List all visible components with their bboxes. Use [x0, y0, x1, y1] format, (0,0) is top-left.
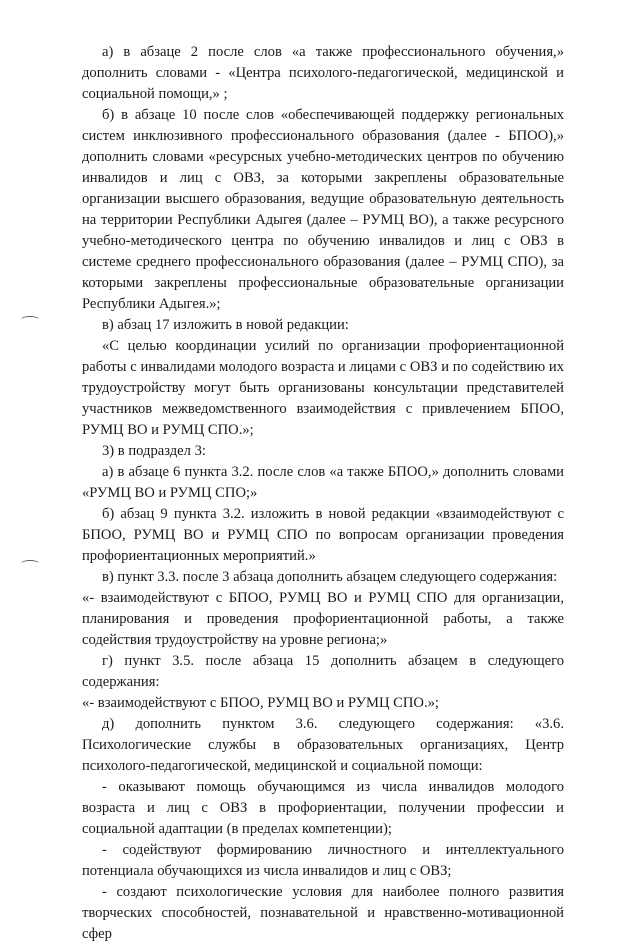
paragraph-9: «- взаимодействуют с БПОО, РУМЦ ВО и РУМЦ СПО для организации, планирования и проведения профориентационной работы, а также содействия трудоустройству на уровне региона;» [82, 590, 564, 648]
paragraph-15: - создают психологические условия для наиболее полного развития творческих способностей, познавательной и нравственно-мотивационной сфер [82, 884, 564, 942]
paragraph-8: в) пункт 3.3. после 3 абзаца дополнить абзацем следующего содержания: [102, 569, 558, 585]
document-page [82, 42, 564, 945]
paragraph-6: а) в абзаце 6 пункта 3.2. после слов «а также БПОО,» дополнить словами «РУМЦ ВО и РУМЦ СПО;» [82, 464, 564, 501]
punch-hole-mark-top [21, 316, 39, 323]
paragraph-7: б) абзац 9 пункта 3.2. изложить в новой редакции «взаимодействуют с БПОО, РУМЦ ВО и РУМЦ СПО по вопросам организации проведения профориентационных мероприятий.» [82, 506, 564, 564]
paragraph-1: а) в абзаце 2 после слов «а также профессионального обучения,» дополнить словами - «Центра психолого-педагогической, медицинской и социальной помощи,» ; [82, 44, 564, 102]
paragraph-5: 3) в подраздел 3: [102, 443, 206, 459]
paragraph-2: б) в абзаце 10 после слов «обеспечивающей поддержку региональных систем инклюзивного профессионального образования (далее - БПОО),» дополнить словами «ресурсных учебно-методических центров по обучению инвалидов и лиц с ОВЗ, за которыми закреплены образовательные организации высшего образования, ведущие образовательную деятельность на территории Республики Адыгея (далее – РУМЦ ВО), а также ресурсного учебно-методического центра по обучению инвалидов и лиц с ОВЗ в системе среднего профессионального образования (далее – РУМЦ СПО), за которыми закреплены профессиональные образовательные организации Республики Адыгея.»; [82, 107, 564, 312]
punch-hole-mark-bottom [21, 560, 39, 567]
paragraph-4: «С целью координации усилий по организации профориентационной работы с инвалидами молодого возраста и лицами с ОВЗ и по содействию их трудоустройству могут быть организованы консультации представителей участников межведомственного взаимодействия с привлечением БПОО, РУМЦ ВО и РУМЦ СПО.»; [82, 338, 564, 438]
paragraph-14: - содействуют формированию личностного и интеллектуального потенциала обучающихся из числа инвалидов и лиц с ОВЗ; [82, 842, 564, 879]
paragraph-11: «- взаимодействуют с БПОО, РУМЦ ВО и РУМЦ СПО.»; [82, 695, 439, 711]
paragraph-3: в) абзац 17 изложить в новой редакции: [102, 317, 349, 333]
paragraph-12: д) дополнить пунктом 3.6. следующего содержания: «3.6. Психологические службы в образовательных организациях, Центр психолого-педагогической, медицинской и социальной помощи: [82, 716, 564, 774]
paragraph-13: - оказывают помощь обучающимся из числа инвалидов молодого возраста и лиц с ОВЗ в профориентации, получении профессии и социальной адаптации (в пределах компетенции); [82, 779, 564, 837]
paragraph-10: г) пункт 3.5. после абзаца 15 дополнить абзацем в следующего содержания: [82, 653, 564, 690]
